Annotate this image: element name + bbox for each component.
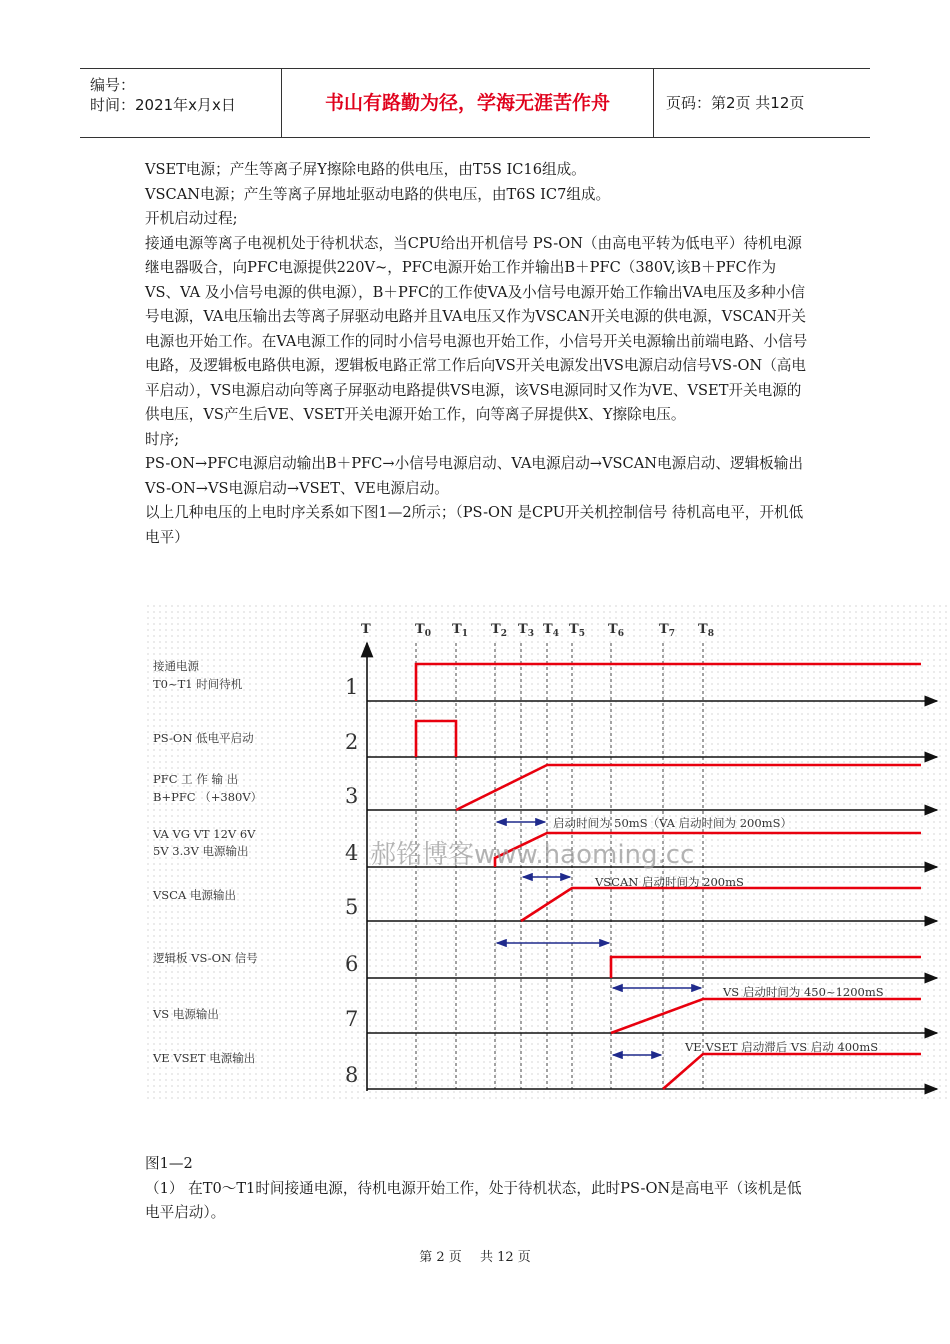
signal-power-on bbox=[416, 664, 921, 701]
paragraph: VSCAN电源；产生等离子屏地址驱动电路的供电压，由T6S IC7组成。 bbox=[145, 185, 611, 203]
row-7-label: VS 电源输出 bbox=[153, 1007, 219, 1021]
row-number-1: 1 bbox=[345, 675, 359, 699]
annotation-ve-vset-startup: VE VSET 启动滞后 VS 启动 400mS bbox=[685, 1040, 879, 1054]
time-label-t6: $T_6$ bbox=[608, 622, 624, 639]
figure-note: （1） 在T0～T1时间接通电源，待机电源开始工作，处于待机状态，此时PS-ON是高电平（该机是低电平启动）。 bbox=[145, 1179, 802, 1221]
row-number-8: 8 bbox=[345, 1063, 359, 1087]
header-motto: 书山有路勤为径，学海无涯苦作舟 bbox=[282, 69, 654, 137]
time-point-labels bbox=[415, 622, 714, 639]
row-5-label: VSCA 电源输出 bbox=[153, 888, 236, 902]
annotation-vscan-startup: VSCAN 启动时间为 200mS bbox=[595, 875, 744, 889]
row-8-label: VE VSET 电源输出 bbox=[153, 1051, 256, 1065]
page-footer bbox=[0, 1246, 950, 1265]
row-number-6: 6 bbox=[345, 952, 359, 976]
page-header bbox=[80, 68, 870, 138]
signal-ve-vset bbox=[663, 1054, 921, 1089]
row-baselines bbox=[367, 701, 937, 1089]
row-1-label-line1: 接通电源 bbox=[153, 659, 199, 673]
row-number-2: 2 bbox=[345, 730, 359, 754]
paragraph: PS-ON→PFC电源启动输出B＋PFC→小信号电源启动、VA电源启动→VSCAN电源启动、逻辑板输出VS-ON→VS电源启动→VSET、VE电源启动。 bbox=[145, 455, 803, 497]
signal-vs bbox=[611, 999, 921, 1033]
row-4-label-line1: VA VG VT 12V 6V bbox=[153, 827, 256, 841]
time-label-t5: $T_5$ bbox=[569, 622, 585, 639]
row-number-3: 3 bbox=[345, 784, 359, 808]
row-number-4: 4 bbox=[345, 841, 359, 865]
annotation-va-startup: 启动时间为 50mS（VA 启动时间为 200mS） bbox=[553, 816, 792, 830]
row-4-label-line2: 5V 3.3V 电源输出 bbox=[153, 844, 249, 858]
paragraph: 接通电源等离子电视机处于待机状态，当CPU给出开机信号 PS-ON（由高电平转为低电平）待机电源继电器吸合，向PFC电源提供220V~，PFC电源开始工作并输出B＋PFC（380V,该B＋PFC作为VS、VA 及小信号电源的供电源），B＋PFC的工作使VA及小信号电源开始工作输出VA电压及多种小信号电源，VA电压输出去等离子屏驱动电路并且VA电压又作为VSCAN开关电源的供电源，VSCAN开关电源也开始工作。在VA电源工作的同时小信号电源也开始工作，小信号开关电源输出前端电路、小信号电路，及逻辑板电路供电源，逻辑板电路正常工作后向VS开关电源发出VS电源启动信号VS-ON（高电平启动），VS电源启动向等离子屏驱动电路提供VS电源，该VS电源同时又作为VE、VSET开关电源的供电压，VS产生后VE、VSET开关电源开始工作，向等离子屏提供X、Y擦除电压。 bbox=[145, 234, 808, 423]
header-info-cell bbox=[80, 69, 282, 137]
row-numbers bbox=[345, 675, 358, 1087]
signal-ps-on bbox=[416, 721, 456, 757]
time-label-t8: $T_8$ bbox=[698, 622, 714, 639]
row-number-7: 7 bbox=[345, 1007, 359, 1031]
row-1-label-line2: T0~T1 时间待机 bbox=[153, 677, 243, 691]
header-time: 时间：2021年x月x日 bbox=[90, 96, 236, 114]
time-label-t1: $T_1$ bbox=[452, 622, 468, 639]
time-label-t7: $T_7$ bbox=[659, 622, 675, 639]
header-page: 页码：第2页 共12页 bbox=[666, 94, 805, 112]
timing-diagram bbox=[145, 603, 950, 1103]
annotation-vs-startup: VS 启动时间为 450~1200mS bbox=[723, 985, 884, 999]
signal-vscan bbox=[521, 888, 921, 921]
timing-diagram-svg bbox=[145, 603, 950, 1103]
paragraph: 以上几种电压的上电时序关系如下图1—2所示；（PS-ON 是CPU开关机控制信号 待机高电平，开机低电平） bbox=[145, 504, 804, 546]
body-text bbox=[145, 158, 810, 550]
row-3-label-line2: B+PFC （+380V） bbox=[153, 790, 263, 804]
time-label-t0: $T_0$ bbox=[415, 622, 431, 639]
row-2-label: PS-ON 低电平启动 bbox=[153, 731, 254, 745]
row-labels bbox=[152, 659, 262, 1065]
paragraph: 开机启动过程; bbox=[145, 210, 238, 227]
watermark: 郝铭博客www.haoming.cc bbox=[370, 840, 695, 870]
signal-pfc bbox=[456, 765, 921, 810]
figure-caption bbox=[145, 1152, 810, 1226]
signal-vs-on bbox=[611, 957, 921, 978]
time-label-t4: $T_4$ bbox=[543, 622, 559, 639]
header-number: 编号： bbox=[90, 76, 136, 94]
footer-total: 共 12 页 bbox=[479, 1250, 531, 1265]
figure-label: 图1—2 bbox=[145, 1155, 193, 1172]
row-number-5: 5 bbox=[345, 895, 359, 919]
time-label-t3: $T_3$ bbox=[518, 622, 534, 639]
paragraph: VSET电源；产生等离子屏Y擦除电路的供电压，由T5S IC16组成。 bbox=[145, 161, 586, 178]
row-3-label-line1: PFC 工 作 输 出 bbox=[153, 772, 239, 786]
footer-page: 第 2 页 bbox=[419, 1250, 462, 1265]
time-label-t2: $T_2$ bbox=[491, 622, 507, 639]
paragraph: 时序; bbox=[145, 430, 180, 448]
t-axis-label: T bbox=[361, 622, 371, 637]
row-6-label: 逻辑板 VS-ON 信号 bbox=[153, 951, 258, 965]
